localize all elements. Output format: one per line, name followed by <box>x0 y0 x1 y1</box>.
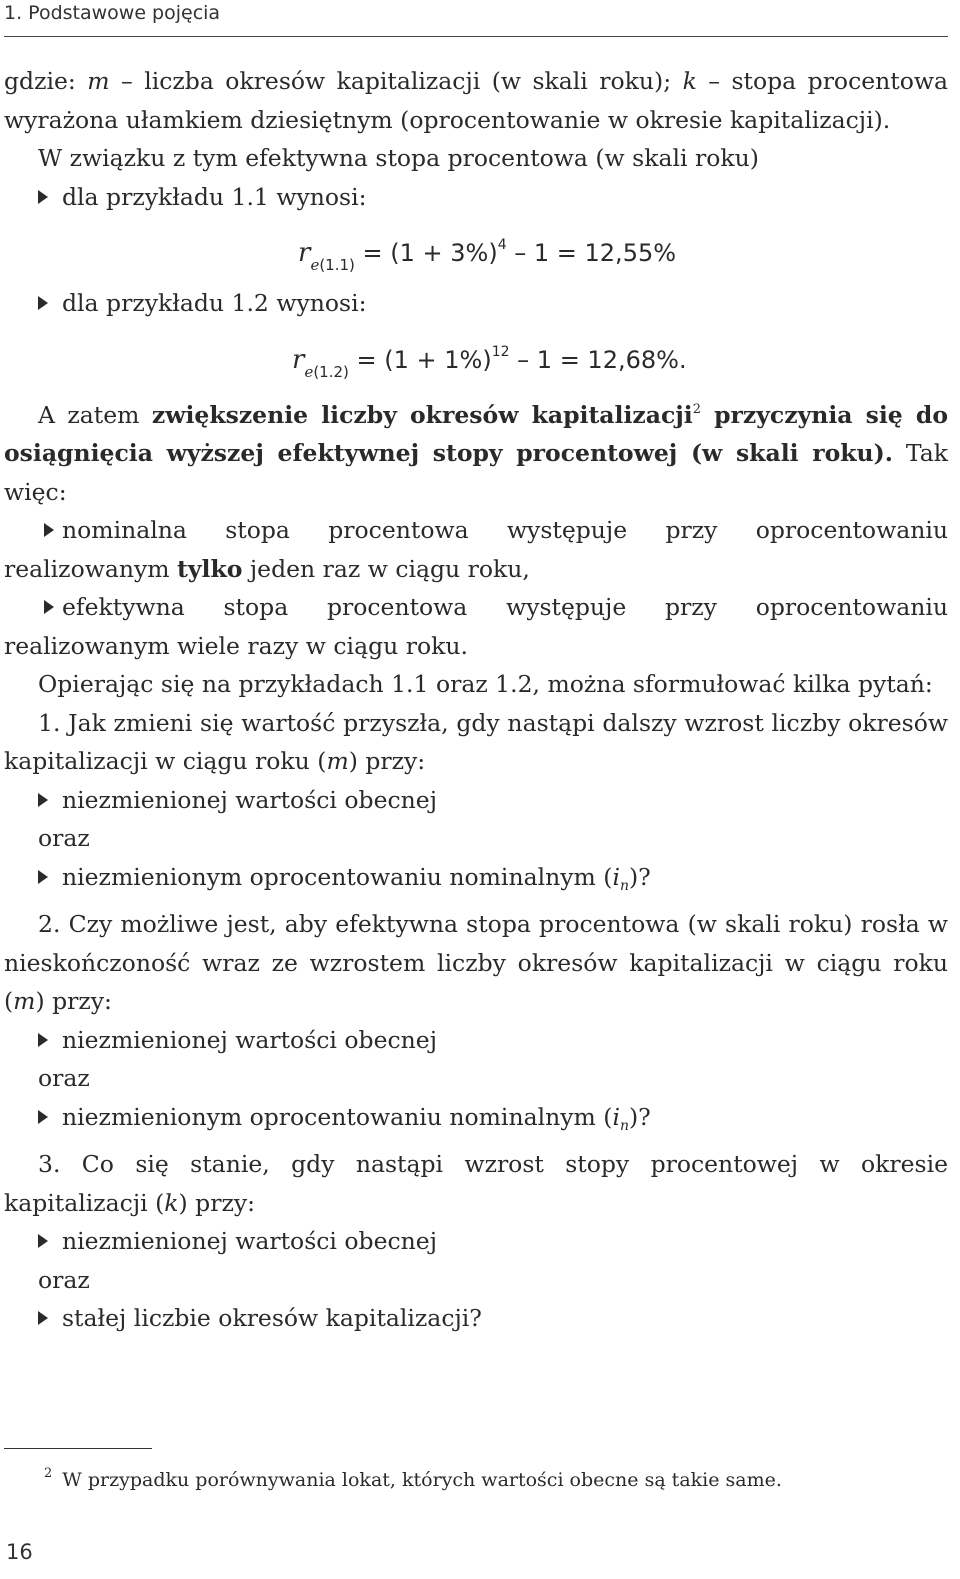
formula-sub-label: (1.1) <box>319 256 355 274</box>
question-2 <box>4 905 948 1021</box>
question-2-bullet-1 <box>4 1021 948 1060</box>
question-1-bullet-1 <box>4 781 948 820</box>
bullet-text: )? <box>629 1102 651 1131</box>
bullet-text: jeden raz w ciągu roku, <box>242 554 530 583</box>
bullet-text: niezmienionym oprocentowaniu nominalnym ( <box>62 1102 613 1131</box>
text: ) przy: <box>35 987 112 1015</box>
question-3-bullet-1 <box>4 1222 948 1261</box>
bullet-triangle-icon <box>38 870 48 884</box>
bullet-text: nominalna stopa procentowa występuje przy oprocentowaniu realizowanym <box>4 516 948 583</box>
var-m: m <box>326 747 349 775</box>
page-number: 16 <box>6 1540 33 1564</box>
bullet-text: niezmienionej wartości obecnej <box>62 1025 437 1054</box>
body-text <box>4 62 948 1338</box>
bullet-text: niezmienionej wartości obecnej <box>62 1227 437 1255</box>
var-k: k <box>682 67 697 95</box>
formula-sub-e: e <box>304 362 314 381</box>
var-i: i <box>612 862 620 891</box>
var-m: m <box>13 987 36 1015</box>
question-3-conjunction: oraz <box>38 1265 90 1294</box>
var-m: m <box>87 67 110 95</box>
text: ) przy: <box>348 747 426 775</box>
bullet-text: dla przykładu 1.1 wynosi: <box>62 182 367 211</box>
formula-line <box>298 226 676 285</box>
text: ) przy: <box>178 1188 256 1217</box>
running-header: 1. Podstawowe pojęcia <box>4 2 221 24</box>
bullet-text: stałej liczbie okresów kapitalizacji? <box>62 1304 482 1332</box>
bold-text: przyczynia się do osiągnięcia wyższej efektywnej stopy procentowej (w skali roku). <box>4 400 948 467</box>
text: 1. Jak zmieni się wartość przyszła, gdy nastąpi dalszy wzrost liczby okresów kapitalizacji w ciągu roku ( <box>4 708 948 775</box>
question-2-conjunction: oraz <box>38 1064 90 1092</box>
text: – stopa procentowa wyrażona ułamkiem dziesiętnym (oprocentowanie w okresie kapitalizacji). <box>4 67 949 134</box>
question-3-bullet-2 <box>4 1299 948 1338</box>
bullet-triangle-icon <box>38 1033 48 1047</box>
text: – liczba okresów kapitalizacji (w skali roku); <box>109 67 683 95</box>
formula-exponent: 4 <box>497 237 507 253</box>
bold-text: tylko <box>177 554 243 583</box>
formula-1-1 <box>4 216 948 284</box>
text: 3. Co się stanie, gdy nastąpi wzrost stopy procentowej w okresie kapitalizacji ( <box>4 1150 948 1217</box>
footnote-text: W przypadku porównywania lokat, których wartości obecne są takie same. <box>62 1469 782 1491</box>
paragraph-questions-intro: Opierając się na przykładach 1.1 oraz 1.2, można sformułować kilka pytań: <box>38 670 933 698</box>
footnote <box>44 1466 782 1491</box>
formula-body: = (1 + 1%) <box>348 345 492 374</box>
bullet-text: niezmienionej wartości obecnej <box>62 785 437 814</box>
formula-subscript <box>310 256 354 274</box>
formula-subscript <box>304 363 348 381</box>
formula-result: – 1 = 12,68%. <box>509 345 687 374</box>
bullet-triangle-icon <box>38 1234 48 1248</box>
paragraph-conclusion <box>4 391 948 512</box>
bullet-nominal-rate <box>4 511 948 588</box>
formula-result: – 1 = 12,55% <box>506 239 677 267</box>
text: 2. Czy możliwe jest, aby efektywna stopa procentowa (w skali roku) rosła w nieskończoność wraz ze wzrostem liczby okresów kapitalizacji w ciągu roku ( <box>4 910 948 1015</box>
text: gdzie: <box>4 67 88 95</box>
bullet-text: )? <box>629 862 651 891</box>
bullet-example-1-2 <box>4 284 948 323</box>
bullet-effective-rate <box>4 588 948 665</box>
formula-var-r: r <box>292 344 305 375</box>
question-1-bullet-2 <box>4 858 948 906</box>
formula-sub-e: e <box>310 256 320 274</box>
bullet-triangle-icon <box>44 600 54 614</box>
footnote-reference: 2 <box>692 401 701 417</box>
bullet-triangle-icon <box>38 1110 48 1124</box>
header-rule <box>4 36 948 37</box>
question-1 <box>4 704 948 781</box>
bullet-text: efektywna stopa procentowa występuje przy oprocentowaniu realizowanym wiele razy w ciągu roku. <box>4 593 948 660</box>
formula-1-2 <box>4 323 948 391</box>
bullet-text: dla przykładu 1.2 wynosi: <box>62 289 367 317</box>
var-k: k <box>164 1188 179 1217</box>
question-2-bullet-2 <box>4 1098 948 1146</box>
bold-text: zwiększenie liczby okresów kapitalizacji <box>151 400 693 429</box>
formula-sub-label: (1.2) <box>313 362 349 381</box>
bullet-text: niezmienionym oprocentowaniu nominalnym ( <box>62 862 613 891</box>
bullet-triangle-icon <box>38 190 48 204</box>
bullet-triangle-icon <box>44 523 54 537</box>
var-subscript-n: n <box>619 1117 629 1134</box>
question-1-conjunction: oraz <box>38 824 90 852</box>
text: A zatem <box>38 400 152 429</box>
text: Tak więc: <box>4 439 948 506</box>
bullet-triangle-icon <box>38 793 48 807</box>
formula-line <box>292 333 687 392</box>
footnote-rule <box>4 1448 152 1449</box>
footnote-mark: 2 <box>44 1466 53 1481</box>
var-subscript-n: n <box>619 877 629 894</box>
bullet-triangle-icon <box>38 296 48 310</box>
bullet-triangle-icon <box>38 1311 48 1325</box>
paragraph-definitions <box>4 62 948 139</box>
bullet-example-1-1 <box>4 178 948 217</box>
formula-var-r: r <box>298 238 311 268</box>
var-i: i <box>612 1102 620 1131</box>
formula-exponent: 12 <box>491 343 510 360</box>
question-3 <box>4 1145 948 1222</box>
paragraph-effective-rate: W związku z tym efektywna stopa procentowa (w skali roku) <box>38 144 759 172</box>
formula-body: = (1 + 3%) <box>354 239 498 267</box>
